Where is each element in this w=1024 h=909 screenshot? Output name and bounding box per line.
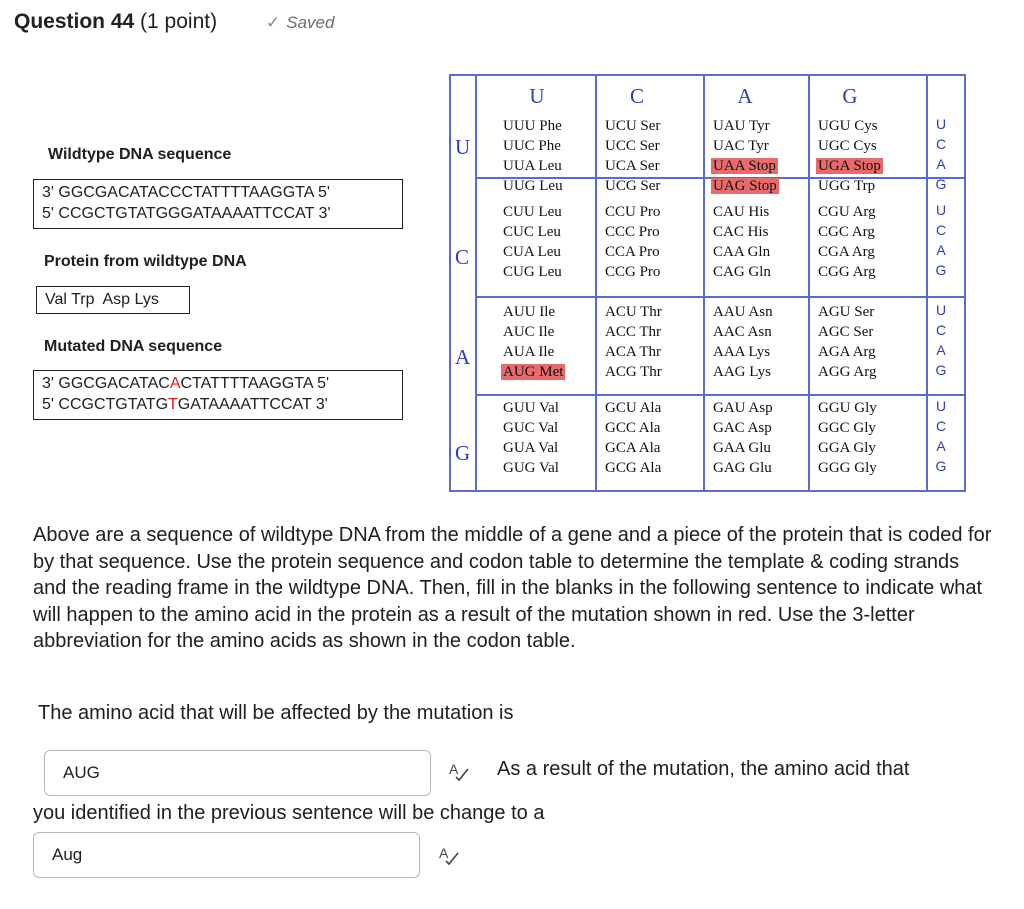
codon-cell: AGU Ser bbox=[818, 304, 875, 320]
codon-cell: GCU Ala bbox=[605, 400, 662, 416]
mutated-seq-line2 bbox=[42, 394, 394, 415]
codon-cell: ACG Thr bbox=[605, 364, 662, 380]
codon-row-header: A bbox=[455, 345, 471, 369]
codon-cell: CAU His bbox=[713, 204, 770, 220]
codon-cell: AUA Ile bbox=[503, 344, 555, 360]
mutated-dna-label: Mutated DNA sequence bbox=[44, 338, 223, 355]
wildtype-dna-box bbox=[33, 179, 403, 229]
codon-cell: CCU Pro bbox=[605, 204, 661, 220]
question-points: (1 point) bbox=[140, 10, 218, 33]
codon-cell: CAC His bbox=[713, 224, 769, 240]
codon-cell: AUU Ile bbox=[503, 304, 556, 320]
question-number: Question 44 bbox=[14, 10, 135, 33]
answer1-value: AUG bbox=[63, 763, 100, 782]
table-grid-line bbox=[808, 76, 810, 490]
codon-cell: UGG Trp bbox=[818, 178, 876, 194]
codon-cell: GUC Val bbox=[503, 420, 559, 436]
codon-row-header: C bbox=[455, 245, 470, 269]
codon-cell: CUA Leu bbox=[503, 244, 561, 260]
codon-col-header: U bbox=[529, 84, 545, 108]
codon-cell: CCG Pro bbox=[605, 264, 661, 280]
saved-label: Saved bbox=[286, 13, 335, 32]
svg-text:A: A bbox=[449, 761, 459, 777]
codon-cell: CCC Pro bbox=[605, 224, 660, 240]
codon-cell: CGG Arg bbox=[818, 264, 876, 280]
codon-third-base: A bbox=[936, 438, 946, 454]
codon-cell: CUG Leu bbox=[503, 264, 562, 280]
table-grid-line bbox=[475, 394, 964, 396]
codon-cell: GAU Asp bbox=[713, 400, 773, 416]
spellcheck-icon[interactable] bbox=[438, 844, 460, 871]
question-title bbox=[14, 10, 217, 34]
table-grid-line bbox=[595, 76, 597, 490]
codon-third-base: A bbox=[936, 242, 946, 258]
codon-cell: GUG Val bbox=[503, 460, 559, 476]
table-grid-line bbox=[475, 76, 477, 490]
wildtype-dna-label: Wildtype DNA sequence bbox=[48, 146, 232, 163]
codon-cell: AAA Lys bbox=[713, 344, 771, 360]
codon-cell: CCA Pro bbox=[605, 244, 660, 260]
codon-cell: UAC Tyr bbox=[713, 138, 769, 154]
codon-third-base: U bbox=[935, 302, 947, 318]
seq-segment: GATAAAATTCCAT 3' bbox=[177, 396, 328, 413]
mutated-dna-box bbox=[33, 370, 403, 420]
codon-cell: UUG Leu bbox=[503, 178, 563, 194]
codon-cell: AGG Arg bbox=[818, 364, 877, 380]
codon-cell: GGG Gly bbox=[818, 460, 877, 476]
codon-col-header: A bbox=[737, 84, 753, 108]
codon-cell: UGA Stop bbox=[818, 158, 881, 174]
codon-cell: CUU Leu bbox=[503, 204, 562, 220]
codon-cell: CUC Leu bbox=[503, 224, 561, 240]
codon-third-base: A bbox=[936, 156, 946, 172]
codon-cell: GCC Ala bbox=[605, 420, 661, 436]
codon-cell: UAG Stop bbox=[713, 178, 777, 194]
codon-cell: AAU Asn bbox=[713, 304, 773, 320]
codon-third-base: G bbox=[935, 458, 947, 474]
codon-third-base: A bbox=[936, 342, 946, 358]
codon-cell: UUU Phe bbox=[503, 118, 562, 134]
checkmark-icon: ✓ bbox=[266, 13, 281, 32]
svg-text:A: A bbox=[439, 845, 449, 861]
codon-cell: UUA Leu bbox=[503, 158, 562, 174]
mutation-base-1: A bbox=[169, 375, 181, 392]
codon-cell: GAC Asp bbox=[713, 420, 772, 436]
codon-row-header: G bbox=[455, 441, 471, 465]
codon-cell: UCU Ser bbox=[605, 118, 661, 134]
codon-third-base: U bbox=[935, 202, 947, 218]
codon-cell: AGC Ser bbox=[818, 324, 874, 340]
codon-cell: GCA Ala bbox=[605, 440, 661, 456]
sentence-part3: you identified in the previous sentence will be change to a bbox=[33, 802, 545, 824]
table-grid-line bbox=[475, 296, 964, 298]
codon-cell: UCC Ser bbox=[605, 138, 660, 154]
answer2-input[interactable] bbox=[33, 832, 420, 878]
answer1-input[interactable] bbox=[44, 750, 431, 796]
saved-status bbox=[266, 13, 334, 33]
table-grid-line bbox=[926, 76, 928, 490]
codon-col-header: G bbox=[842, 84, 858, 108]
protein-box bbox=[36, 286, 190, 314]
codon-cell: AUC Ile bbox=[503, 324, 555, 340]
mutated-seq-line1 bbox=[42, 373, 394, 394]
codon-cell: ACA Thr bbox=[605, 344, 661, 360]
seq-segment: 3' GGCGACATAC bbox=[42, 375, 170, 392]
codon-cell: UCA Ser bbox=[605, 158, 660, 174]
codon-cell: GAA Glu bbox=[713, 440, 771, 456]
codon-third-base: C bbox=[935, 136, 947, 152]
codon-cell: CAA Gln bbox=[713, 244, 771, 260]
codon-cell: GGC Gly bbox=[818, 420, 876, 436]
codon-cell: UGC Cys bbox=[818, 138, 877, 154]
codon-third-base: C bbox=[935, 418, 947, 434]
codon-col-header: C bbox=[629, 84, 644, 108]
codon-cell: GUA Val bbox=[503, 440, 559, 456]
question-text: Above are a sequence of wildtype DNA from the middle of a gene and a piece of the protein that is coded for by that sequence. Use the protein sequence and codon table to determine the template & coding strands and the reading frame in the wildtype DNA. Then, fill in the blanks in the following sentence to indicate what will happen to the amino acid in the protein as a result of the mutation shown in red. Use the 3-letter abbreviation for the amino acids as shown in the codon table. bbox=[33, 524, 992, 652]
codon-cell: AAC Asn bbox=[713, 324, 772, 340]
codon-third-base: G bbox=[935, 262, 947, 278]
codon-cell: CGU Arg bbox=[818, 204, 876, 220]
codon-cell: GGA Gly bbox=[818, 440, 876, 456]
codon-cell: UCG Ser bbox=[605, 178, 661, 194]
sentence-part2: As a result of the mutation, the amino acid that bbox=[497, 758, 910, 780]
codon-third-base: G bbox=[935, 176, 947, 192]
codon-third-base: C bbox=[935, 222, 947, 238]
codon-cell: GCG Ala bbox=[605, 460, 662, 476]
sentence-part1: The amino acid that will be affected by the mutation is bbox=[38, 702, 514, 724]
codon-cell: ACC Thr bbox=[605, 324, 661, 340]
spellcheck-icon[interactable] bbox=[448, 760, 470, 787]
codon-cell: AUG Met bbox=[503, 364, 564, 380]
codon-third-base: U bbox=[935, 116, 947, 132]
mutation-base-2: T bbox=[168, 396, 178, 413]
answer2-value: Aug bbox=[52, 845, 83, 864]
codon-cell: UAU Tyr bbox=[713, 118, 770, 134]
codon-cell: GUU Val bbox=[503, 400, 559, 416]
codon-third-base: C bbox=[935, 322, 947, 338]
codon-cell: ACU Thr bbox=[605, 304, 662, 320]
codon-third-base: U bbox=[935, 398, 947, 414]
codon-cell: UUC Phe bbox=[503, 138, 561, 154]
table-grid-line bbox=[703, 76, 705, 490]
codon-cell: GAG Glu bbox=[713, 460, 772, 476]
codon-cell: CAG Gln bbox=[713, 264, 771, 280]
codon-cell: UGU Cys bbox=[818, 118, 878, 134]
seq-segment: 5' CCGCTGTATG bbox=[42, 396, 169, 413]
codon-row-header: U bbox=[455, 135, 471, 159]
codon-cell: CGA Arg bbox=[818, 244, 875, 260]
codon-table bbox=[449, 74, 966, 492]
codon-cell: UAA Stop bbox=[713, 158, 776, 174]
codon-cell: CGC Arg bbox=[818, 224, 875, 240]
codon-third-base: G bbox=[935, 362, 947, 378]
wildtype-seq-line1: 3' GGCGACATACCCTATTTTAAGGTA 5' bbox=[42, 184, 330, 201]
codon-cell: GGU Gly bbox=[818, 400, 877, 416]
seq-segment: CTATTTTAAGGTA 5' bbox=[180, 375, 330, 392]
protein-wildtype-label: Protein from wildtype DNA bbox=[44, 253, 247, 270]
wildtype-seq-line2: 5' CCGCTGTATGGGATAAAATTCCAT 3' bbox=[42, 205, 331, 222]
protein-sequence: Val Trp Asp Lys bbox=[45, 291, 159, 308]
codon-cell: AGA Arg bbox=[818, 344, 876, 360]
codon-cell: AAG Lys bbox=[713, 364, 771, 380]
